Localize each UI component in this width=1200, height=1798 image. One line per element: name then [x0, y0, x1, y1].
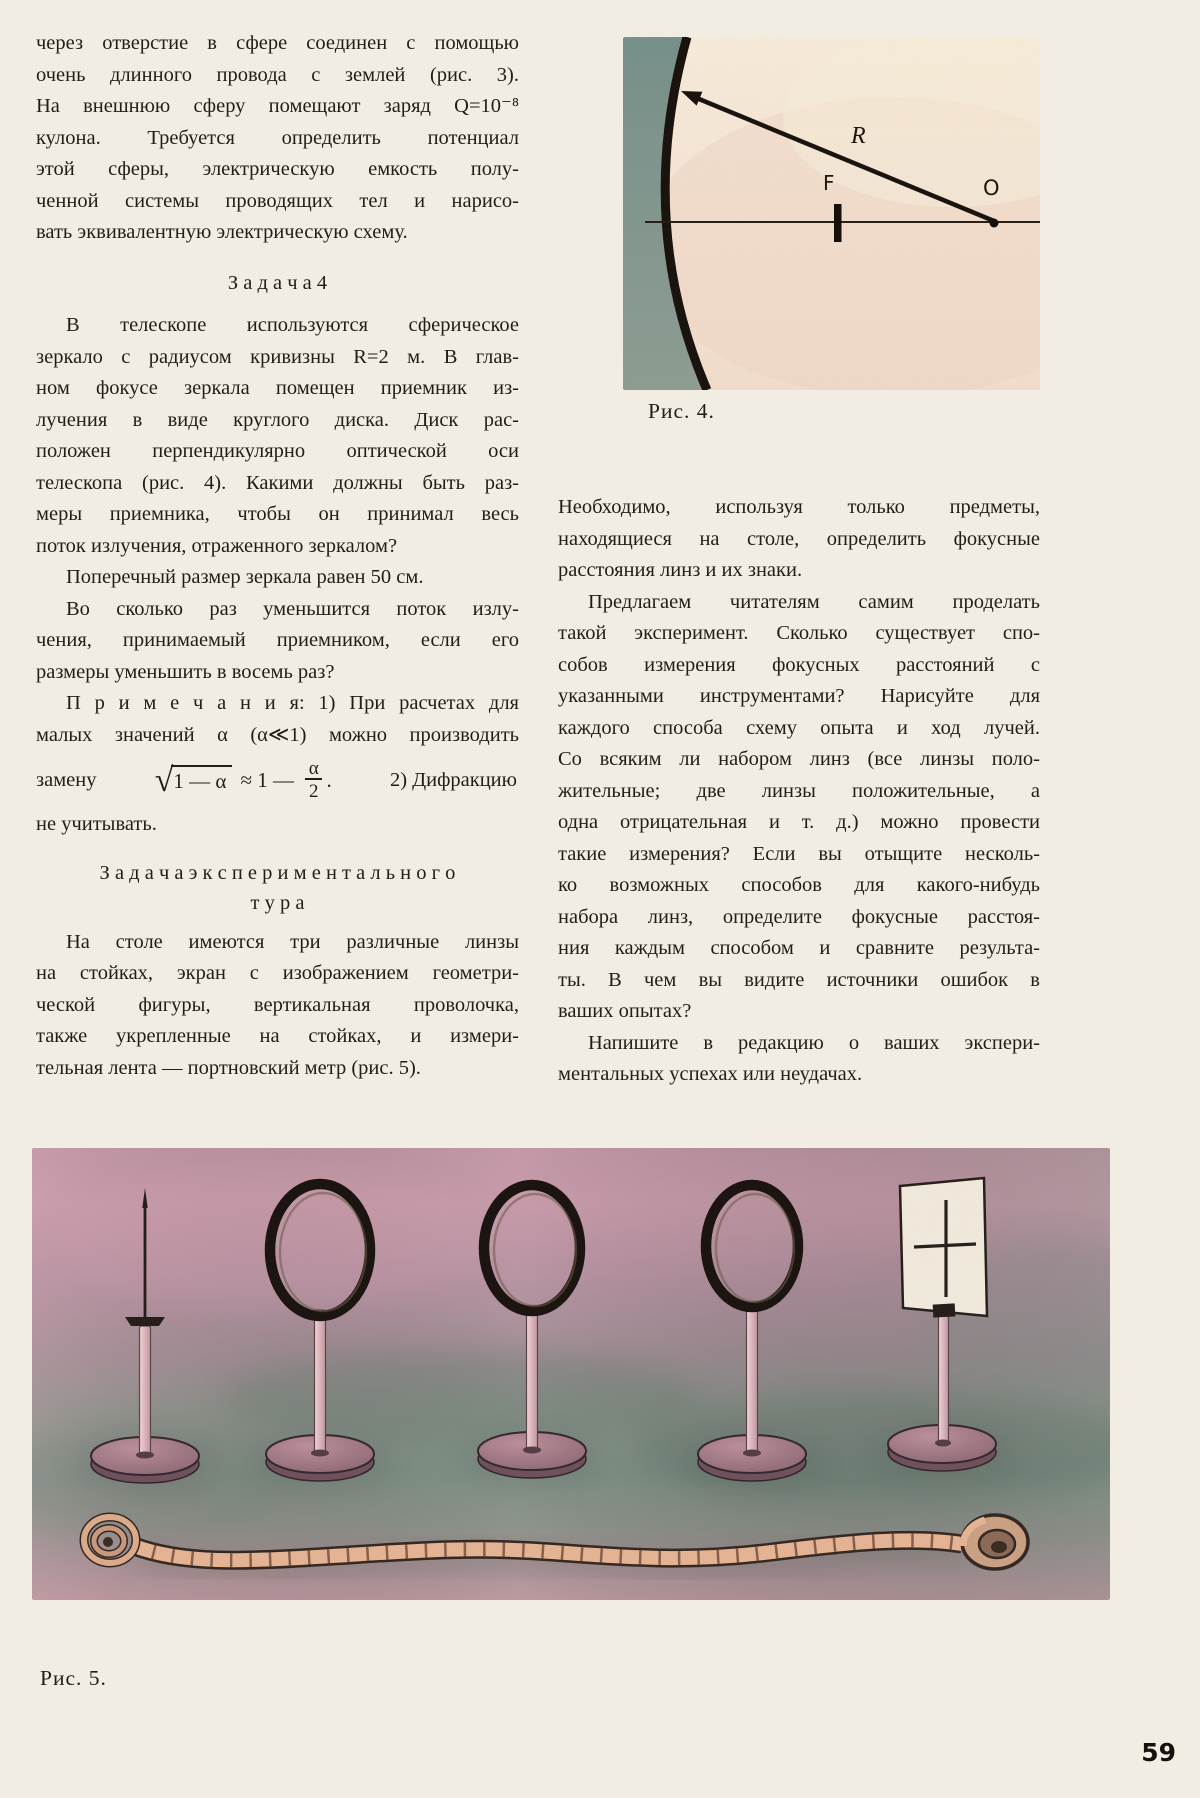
- section-heading: З а д а ч а э к с п е р и м е н т а л ь н о г о: [99, 861, 456, 884]
- label-F: F: [823, 171, 835, 195]
- text-line: зеркало с радиусом кривизны R=2 м. В глав-: [36, 345, 519, 368]
- left-column-part2: [36, 809, 519, 1084]
- right-column: [558, 492, 1040, 1091]
- text-line: ном фокусе зеркала помещен приемник из-: [36, 377, 519, 399]
- text-line: ко возможных способов для какого-нибудь: [558, 874, 1040, 896]
- text-line: очень длинного провода с землей (рис. 3).: [36, 63, 519, 86]
- text-line: ваших опытах?: [558, 1000, 692, 1022]
- fraction-denominator: 2: [305, 778, 323, 802]
- text-line: Напишите в редакцию о ваших экспери-: [588, 1031, 1040, 1054]
- text-line: через отверстие в сфере соединен с помощью: [36, 32, 519, 54]
- label-O: O: [983, 176, 1000, 200]
- text-line: ченной системы проводящих тел и нарисо-: [36, 189, 519, 212]
- text-line: В телескопе используются сферическое: [66, 314, 519, 336]
- text-line: на стойках, экран с изображением геометри-: [36, 962, 519, 984]
- text-line: вать эквивалентную электрическую схему.: [36, 221, 408, 243]
- text-line: лучения в виде круглого диска. Диск рас-: [36, 408, 519, 431]
- mirror-diagram-svg: [623, 37, 1040, 390]
- text-line: меры приемника, чтобы он принимал весь: [36, 503, 519, 525]
- text-line: Необходимо, используя только предметы,: [558, 496, 1040, 518]
- formula-tail: 2) Дифракцию: [389, 768, 517, 791]
- text-line: расстояния линз и их знаки.: [558, 559, 803, 581]
- text-line: На внешнюю сферу помещают заряд Q=10⁻⁸: [36, 95, 519, 117]
- text-line: Поперечный размер зеркала равен 50 см.: [66, 566, 424, 588]
- left-column: [36, 28, 519, 1084]
- text-line: телескопа (рис. 4). Какими должны быть раз-: [36, 471, 519, 494]
- fraction: [305, 759, 323, 802]
- lens-stands-photo-svg: [32, 1148, 1110, 1600]
- figure4-caption: Рис. 4.: [648, 399, 715, 423]
- text-line: На столе имеются три различные линзы: [66, 930, 519, 953]
- text-line: такой эксперимент. Сколько существует спо-: [558, 622, 1040, 644]
- text-line: ты. В чем вы видите источники ошибок в: [558, 968, 1040, 991]
- text-line: ния каждым способом и сравните результа-: [558, 937, 1040, 959]
- text-line: П р и м е ч а н и я: 1) При расчетах для: [66, 692, 519, 714]
- figure4-mirror-diagram: [623, 37, 1040, 390]
- text-line: указанными инструментами? Нарисуйте для: [558, 685, 1040, 707]
- text-line: Со всяким ли набором линз (все линзы поло-: [558, 748, 1040, 770]
- text-line: одна отрицательная и т. д.) можно провести: [558, 811, 1040, 833]
- page-number: 59: [1141, 1738, 1176, 1767]
- text-line: чения, принимаемый приемником, если его: [36, 629, 519, 651]
- figure5-caption: Рис. 5.: [40, 1666, 107, 1690]
- radical-sign: √: [154, 762, 174, 799]
- section-heading: т у р а: [250, 891, 305, 914]
- text-line: жительные; две линзы положительные, а: [558, 779, 1040, 802]
- text-line: тельная лента — портновский метр (рис. 5).: [36, 1056, 421, 1079]
- formula-mid: ≈ 1 —: [240, 767, 294, 792]
- label-R: R: [851, 123, 866, 149]
- text-line: каждого способа схему опыта и ход лучей.: [558, 716, 1040, 739]
- text-line: ческой фигуры, вертикальная проволочка,: [36, 993, 519, 1016]
- formula-period: .: [326, 767, 332, 792]
- text-line: размеры уменьшить в восемь раз?: [36, 660, 335, 683]
- radical: [154, 762, 233, 799]
- text-line: малых значений α (α≪1) можно производить: [36, 723, 519, 746]
- text-line: положен перпендикулярно оптической оси: [36, 440, 519, 462]
- text-line: поток излучения, отраженного зеркалом?: [36, 534, 398, 557]
- left-column-part1: [36, 28, 519, 751]
- text-line: ментальных успехах или неудачах.: [558, 1063, 863, 1085]
- text-line: Во сколько раз уменьшится поток излу-: [66, 597, 519, 620]
- formula-lead: замену: [36, 768, 97, 791]
- text-line: находящиеся на столе, определить фокусные: [558, 527, 1040, 550]
- text-line: кулона. Требуется определить потенциал: [36, 126, 519, 149]
- text-line: собов измерения фокусных расстояний с: [558, 653, 1040, 676]
- text-line: также укрепленные на стойках, и измери-: [36, 1025, 519, 1047]
- section-heading: З а д а ч а 4: [227, 271, 328, 294]
- text-line: такие измерения? Если вы отыщите несколь-: [558, 842, 1040, 865]
- formula: [36, 751, 519, 809]
- figure5-photo: [32, 1148, 1110, 1600]
- text-line: набора линз, определите фокусные расстоя-: [558, 905, 1040, 928]
- fraction-numerator: α: [308, 757, 319, 779]
- radicand: 1 — α: [171, 765, 232, 795]
- text-line: Предлагаем читателям самим проделать: [588, 590, 1040, 613]
- text-line: этой сферы, электрическую емкость полу-: [36, 158, 519, 180]
- formula-expression: [155, 759, 332, 802]
- text-line: не учитывать.: [36, 813, 157, 835]
